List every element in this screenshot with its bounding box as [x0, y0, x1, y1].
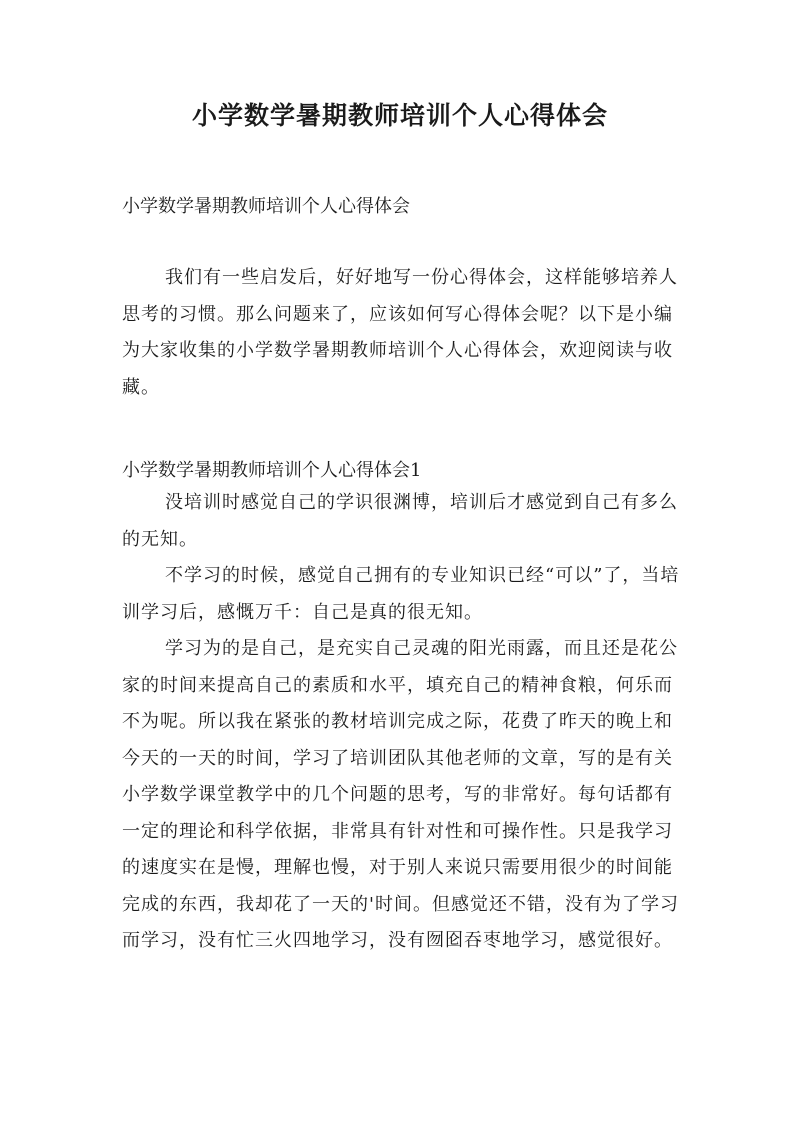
intro-paragraph: 我们有一些启发后，好好地写一份心得体会，这样能够培养人思考的习惯。那么问题来了，应该如何写心得体会呢？以下是小编为大家收集的小学数学暑期教师培训个人心得体会，欢迎阅读与收藏。	[122, 267, 678, 398]
body-paragraph: 不学习的时候，感觉自己拥有的专业知识已经“可以”了，当培训学习后，感慨万千：自己是真的很无知。	[122, 565, 680, 623]
section-body	[122, 485, 682, 960]
document-subtitle: 小学数学暑期教师培训个人心得体会	[122, 196, 410, 217]
body-paragraph: 学习为的是自己，是充实自己灵魂的阳光雨露，而且还是花公家的时间来提高自己的素质和水平，填充自己的精神食粮，何乐而不为呢。所以我在紧张的教材培训完成之际，花费了昨天的晚上和今天的一天的时间，学习了培训团队其他老师的文章，写的是有关小学数学课堂教学中的几个问题的思考，写的非常好。每句话都有一定的理论和科学依据，非常具有针对性和可操作性。只是我学习的速度实在是慢，理解也慢，对于别人来说只需要用很少的时间能完成的东西，我却花了一天的'时间。但感觉还不错，没有为了学习而学习，没有忙三火四地学习，没有囫囵吞枣地学习，感觉很好。	[122, 638, 679, 951]
body-paragraph: 没培训时感觉自己的学识很渊博，培训后才感觉到自己有多么的无知。	[122, 492, 678, 550]
section-heading: 小学数学暑期教师培训个人心得体会1	[122, 460, 422, 481]
document-title: 小学数学暑期教师培训个人心得体会	[191, 101, 608, 130]
